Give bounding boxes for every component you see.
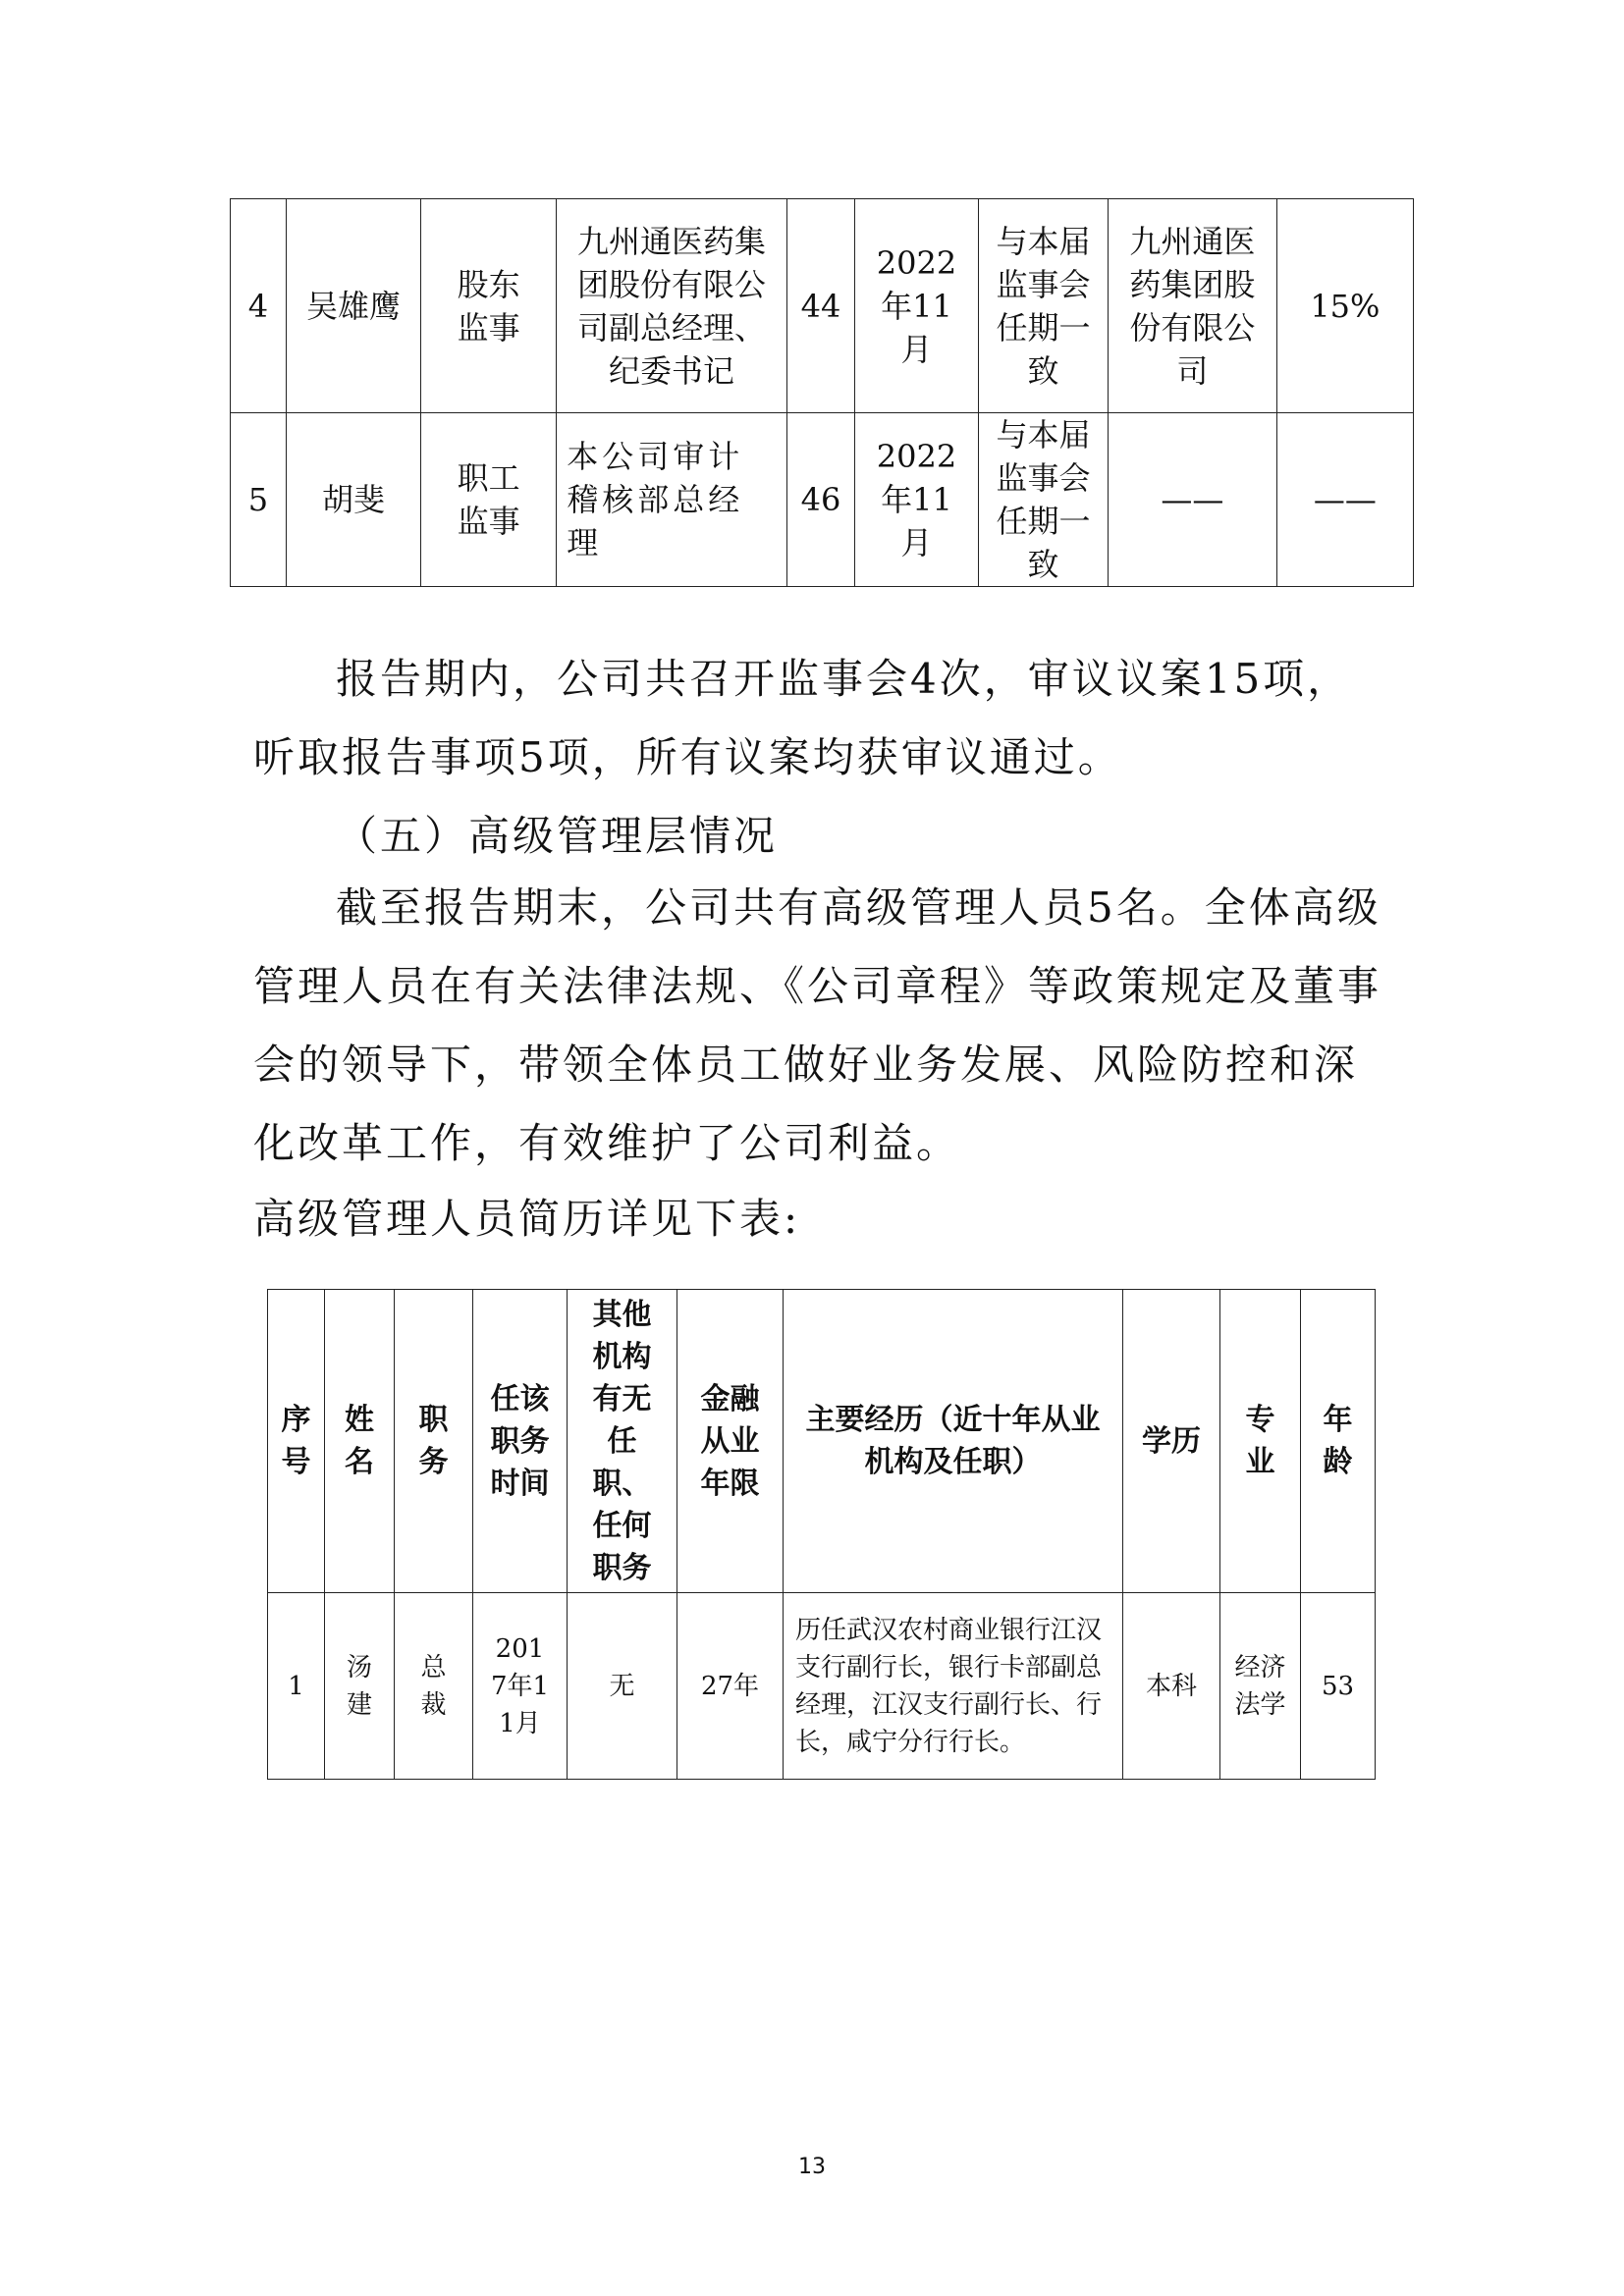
- supervisor-start: 2022年11月: [854, 413, 978, 587]
- supervisor-term: 与本届监事会任期一致: [978, 413, 1108, 587]
- supervisor-age: 44: [786, 199, 854, 413]
- supervisor-employer-title: 九州通医药集团股份有限公司副总经理、纪委书记: [557, 199, 787, 413]
- supervisor-employer-title: 本公司审计稽核部总经理: [557, 413, 787, 587]
- table-row: [231, 413, 1414, 587]
- supervisor-start: 2022年11月: [854, 199, 978, 413]
- supervisor-table: [230, 198, 1414, 587]
- page-number: 13: [798, 2155, 826, 2179]
- cell-major: 经济法学: [1220, 1593, 1301, 1780]
- supervisor-ratio: 15%: [1276, 199, 1413, 413]
- cell-tenure-start: 2017年11月: [473, 1593, 568, 1780]
- table-header-row: [268, 1290, 1376, 1593]
- supervisor-age: 46: [786, 413, 854, 587]
- table-row: [268, 1593, 1376, 1780]
- cell-position: 总裁: [395, 1593, 473, 1780]
- supervisor-shareholder: 九州通医药集团股份有限公司: [1109, 199, 1277, 413]
- header-years: 金融从业年限: [677, 1290, 784, 1593]
- header-no: 序号: [268, 1290, 325, 1593]
- supervisor-term: 与本届监事会任期一致: [978, 199, 1108, 413]
- section-heading: （五）高级管理层情况: [336, 812, 779, 860]
- management-table: [267, 1289, 1376, 1780]
- header-experience: 主要经历（近十年从业机构及任职）: [784, 1290, 1123, 1593]
- cell-other-positions: 无: [568, 1593, 677, 1780]
- supervisor-position: 股东监事: [421, 199, 557, 413]
- header-major: 专业: [1220, 1290, 1301, 1593]
- header-other-positions: 其他机构有无任职、任何职务: [568, 1290, 677, 1593]
- supervisor-shareholder: ——: [1109, 413, 1277, 587]
- supervisor-name: 胡斐: [286, 413, 420, 587]
- header-tenure-start: 任该职务时间: [473, 1290, 568, 1593]
- supervisor-position: 职工监事: [421, 413, 557, 587]
- header-name: 姓名: [325, 1290, 395, 1593]
- meetings-paragraph: 报告期内，公司共召开监事会4次，审议议案15项，听取报告事项5项，所有议案均获审议通过。: [253, 655, 1352, 781]
- cell-no: 1: [268, 1593, 325, 1780]
- header-age: 年龄: [1301, 1290, 1376, 1593]
- cell-years: 27年: [677, 1593, 784, 1780]
- table-row: [231, 199, 1414, 413]
- cell-experience: 历任武汉农村商业银行江汉支行副行长，银行卡部副总经理，江汉支行副行长、行长，咸宁分行行长。: [784, 1593, 1123, 1780]
- management-paragraph: 截至报告期末，公司共有高级管理人员5名。全体高级管理人员在有关法律法规、《公司章程》等政策规定及董事会的领导下，带领全体员工做好业务发展、风险防控和深化改革工作，有效维护了公司利益。: [253, 883, 1382, 1167]
- cell-education: 本科: [1123, 1593, 1220, 1780]
- cell-name: 汤建: [325, 1593, 395, 1780]
- supervisor-ratio: ——: [1276, 413, 1413, 587]
- supervisor-no: 5: [231, 413, 287, 587]
- supervisor-no: 4: [231, 199, 287, 413]
- header-education: 学历: [1123, 1290, 1220, 1593]
- header-position: 职务: [395, 1290, 473, 1593]
- table-intro: 高级管理人员简历详见下表:: [253, 1195, 801, 1243]
- supervisor-name: 吴雄鹰: [286, 199, 420, 413]
- cell-age: 53: [1301, 1593, 1376, 1780]
